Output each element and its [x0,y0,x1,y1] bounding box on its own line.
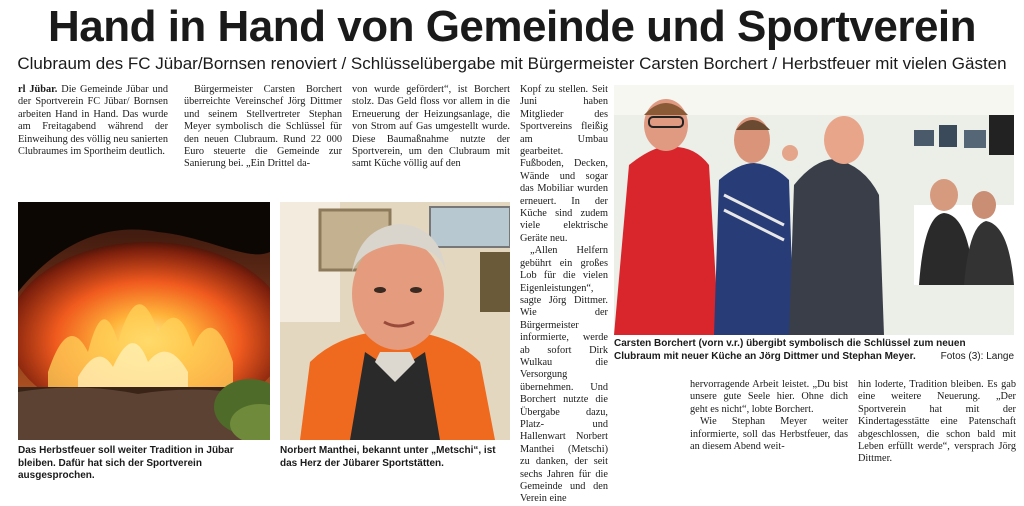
bonfire-photo [18,202,270,440]
article-column-3-text [352,84,510,196]
column-2-text: Bürgermeister Carsten Borchert überreichte Vereinschef Jörg Dittmer und seinem Stellvertreter Stephan Meyer symbolisch die Schlüssel für den neuen Clubraum. Rund 22 000 Euro steuerte die Gemeinde zur Sanierung bei. „Ein Drittel da- [184,84,342,170]
column-4-paragraph-1: Kopf zu stellen. Seit Juni haben Mitglieder des Sportvereins fleißig am Umbau gearbeitet. Fußboden, Decken, Wände und sogar das Mobiliar wurden erneuert. In der Küche sind zudem viele elektrische Geräte neu. [520,84,608,244]
article-column-1 [18,84,168,196]
column-5-paragraph-1: hervorragende Arbeit leistet. „Du bist unsere gute Seele hier. Ohne dich geht es nicht“, lobte Borchert. [690,379,848,415]
column-5-paragraph-2: Wie Stephan Meyer weiter informierte, soll das Herbstfeuer, das an diesem Abend weit- [690,416,848,453]
article-column-2 [184,84,342,196]
dateline: rl Jübar. [18,84,58,95]
column-4-paragraph-2: „Allen Helfern gebührt ein großes Lob für die vielen Eigenleistungen“, sagte Jörg Dittmer. Wie der Bürgermeister informierte, werde ab sofort Dirk Wulkau die Versorgung übernehmen. Und Borchert nutzte die Übergabe dazu, Platz- und Hallenwart Norbert Manthei (Metschi) zu danken, der seit sechs Jahren für die Gemeinde und den Verein eine [520,245,608,505]
portrait-caption: Norbert Manthei, bekannt unter „Metschi“, ist das Herz der Jübarer Sportstätten. [280,445,496,469]
article-column-5 [690,379,848,471]
portrait-photo [280,202,510,440]
article-column-4 [520,84,608,505]
key-handover-photo [614,85,1014,335]
key-handover-caption [614,338,1014,363]
key-handover-caption-text: Carsten Borchert (vorn v.r.) übergibt symbolisch die Schlüssel zum neuen Clubraum mit neuer Küche an Jörg Dittmer und Stephan Meyer. [614,338,966,362]
subheadline: Clubraum des FC Jübar/Bornsen renoviert / Schlüsselübergabe mit Bürgermeister Carsten Borchert / Herbstfeuer mit vielen Gästen [17,54,1007,73]
bonfire-caption: Das Herbstfeuer soll weiter Tradition in Jübar bleiben. Dafür hat sich der Sportverein ausgesprochen. [18,445,234,481]
column-1-text: Die Gemeinde Jübar und der Sportverein FC Jübar/ Bornsen arbeiten Hand in Hand. Das wurde am Freitagabend während der Einweihung des völlig neu sanierten Clubraumes im Sportheim deutlich. [18,84,168,158]
photo-credit: Fotos (3): Lange [940,350,1014,362]
article-column-6 [858,379,1016,471]
headline: Hand in Hand von Gemeinde und Sportverein [47,2,977,51]
column-6-text: hin loderte, Tradition bleiben. Es gab eine weitere Neuerung. „Der Sportverein hat mit der Kindertagesstätte eine Patenschaft abgeschlossen, die schon bald mit Leben erfüllt werde“, versprach Jörg Dittmer. [858,379,1016,465]
column-3-text: von wurde gefördert“, ist Borchert stolz. Das Geld floss vor allem in die Erneuerung der Heizungsanlage, die von Strom auf Gas umgestellt wurde. Diese Baumaßnahme nutzte der Sportverein, um den Clubraum mit samt Küche völlig auf den [352,84,510,170]
